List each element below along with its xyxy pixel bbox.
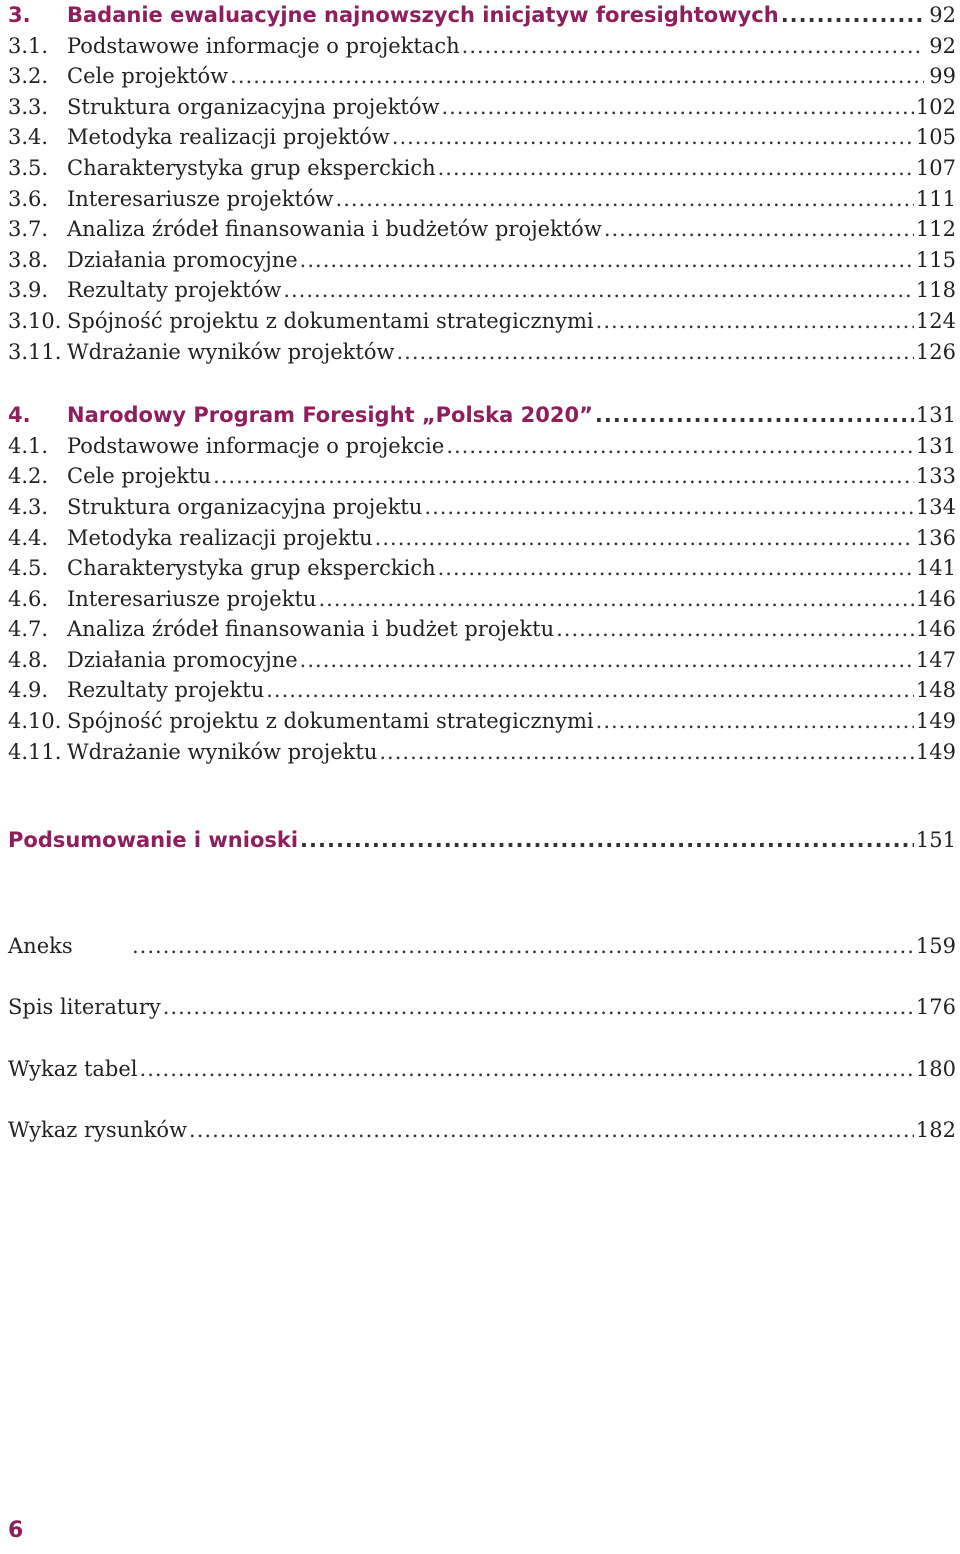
toc-page: 131 (915, 433, 956, 458)
toc-page: 151 (915, 828, 956, 853)
toc-title: Spis literatury (8, 995, 161, 1020)
toc-leader-dots (604, 214, 914, 245)
toc-title: Interesariusze projektu (67, 586, 317, 611)
toc-title: Rezultaty projektu (67, 678, 265, 703)
toc-entry-4-10[interactable] (8, 706, 956, 737)
spacer (8, 767, 956, 825)
toc-title: Wdrażanie wyników projektu (67, 739, 378, 764)
toc-entry-3-5[interactable] (8, 153, 956, 184)
toc-number: 3.2. (8, 64, 49, 89)
toc-leader-dots (781, 0, 924, 31)
toc-page: 148 (915, 678, 956, 703)
toc-title: Badanie ewaluacyjne najnowszych inicjatyw foresightowych (67, 3, 779, 27)
toc-number: 4.4. (8, 525, 49, 550)
toc-entry-literature[interactable] (8, 977, 956, 1039)
toc-leader-dots (595, 400, 914, 431)
toc-leader-dots (189, 1100, 914, 1162)
toc-leader-dots (396, 337, 913, 368)
toc-title: Działania promocyjne (67, 647, 298, 672)
toc-page: 112 (915, 217, 956, 242)
toc-leader-dots (230, 61, 924, 92)
toc-entry-3-11[interactable] (8, 337, 956, 368)
toc-number: 4.1. (8, 433, 49, 458)
toc-leader-dots (438, 153, 914, 184)
toc-page: 105 (915, 125, 956, 150)
toc-entry-4-3[interactable] (8, 492, 956, 523)
table-of-contents (8, 0, 956, 1162)
toc-page: 182 (915, 1118, 956, 1143)
toc-entry-4-2[interactable] (8, 461, 956, 492)
toc-entry-3-8[interactable] (8, 245, 956, 276)
toc-number: 4.6. (8, 586, 49, 611)
toc-title: Wykaz tabel (8, 1056, 138, 1081)
toc-leader-dots (300, 245, 914, 276)
toc-heading-section-3[interactable] (8, 0, 956, 31)
toc-number: 3.3. (8, 94, 49, 119)
toc-leader-dots (379, 737, 914, 768)
toc-number: 3.4. (8, 125, 49, 150)
toc-page: 111 (915, 186, 956, 211)
toc-page: 146 (915, 586, 956, 611)
toc-entry-4-6[interactable] (8, 584, 956, 615)
toc-entry-4-1[interactable] (8, 431, 956, 462)
toc-page: 99 (929, 64, 956, 89)
toc-page: 92 (929, 3, 956, 27)
toc-title: Charakterystyka grup eksperckich (67, 556, 436, 581)
toc-page: 136 (915, 525, 956, 550)
toc-page: 180 (915, 1056, 956, 1081)
toc-leader-dots (375, 523, 914, 554)
toc-page: 147 (915, 647, 956, 672)
toc-entry-3-10[interactable] (8, 306, 956, 337)
toc-leader-dots (424, 492, 914, 523)
toc-title: Cele projektów (67, 64, 229, 89)
toc-page: 118 (915, 278, 956, 303)
toc-page: 159 (915, 933, 956, 958)
toc-number: 4. (8, 403, 31, 428)
toc-page: 149 (915, 739, 956, 764)
toc-leader-dots (163, 977, 914, 1039)
toc-leader-dots (300, 825, 914, 856)
toc-leader-dots (318, 584, 913, 615)
toc-number: 3.6. (8, 186, 49, 211)
toc-number: 3. (8, 3, 31, 27)
toc-entry-figures[interactable] (8, 1100, 956, 1162)
toc-entry-3-6[interactable] (8, 184, 956, 215)
toc-page: 141 (915, 556, 956, 581)
toc-page: 131 (915, 403, 956, 428)
toc-number: 3.5. (8, 155, 49, 180)
spacer (8, 856, 956, 916)
toc-leader-dots (446, 431, 914, 462)
toc-entry-3-4[interactable] (8, 122, 956, 153)
toc-number: 4.7. (8, 617, 49, 642)
toc-page: 92 (929, 33, 956, 58)
toc-page: 134 (915, 494, 956, 519)
toc-entry-4-7[interactable] (8, 614, 956, 645)
toc-number: 4.10. (8, 709, 62, 734)
toc-title: Metodyka realizacji projektów (67, 125, 390, 150)
toc-number: 3.8. (8, 247, 49, 272)
toc-leader-dots (462, 31, 924, 62)
toc-leader-dots (441, 92, 913, 123)
toc-entry-tables[interactable] (8, 1039, 956, 1101)
toc-page: 126 (915, 339, 956, 364)
toc-title: Struktura organizacyjna projektów (67, 94, 440, 119)
toc-page: 133 (915, 464, 956, 489)
toc-heading-section-4[interactable] (8, 400, 956, 431)
toc-number: 4.8. (8, 647, 49, 672)
toc-page: 115 (915, 247, 956, 272)
toc-title: Spójność projektu z dokumentami strategicznymi (67, 709, 594, 734)
toc-entry-3-1[interactable] (8, 31, 956, 62)
toc-number: 3.7. (8, 217, 49, 242)
toc-page: 102 (915, 94, 956, 119)
toc-number: 3.11. (8, 339, 62, 364)
toc-leader-dots (266, 675, 914, 706)
toc-title: Wykaz rysunków (8, 1118, 188, 1143)
toc-title: Spójność projektu z dokumentami strategicznymi (67, 308, 594, 333)
toc-entry-4-8[interactable] (8, 645, 956, 676)
toc-leader-dots (556, 614, 914, 645)
toc-title: Struktura organizacyjna projektu (67, 494, 423, 519)
toc-leader-dots (283, 275, 914, 306)
toc-entry-4-9[interactable] (8, 675, 956, 706)
toc-backmatter (8, 916, 956, 1162)
page-number: 6 (8, 1518, 24, 1543)
toc-number: 3.9. (8, 278, 49, 303)
toc-title: Narodowy Program Foresight „Polska 2020” (67, 403, 593, 428)
toc-title: Charakterystyka grup eksperckich (67, 155, 436, 180)
toc-entry-3-3[interactable] (8, 92, 956, 123)
toc-page: 176 (915, 995, 956, 1020)
toc-entry-4-4[interactable] (8, 523, 956, 554)
toc-title: Podsumowanie i wnioski (8, 828, 299, 853)
toc-number: 4.11. (8, 739, 62, 764)
toc-leader-dots (336, 184, 914, 215)
toc-title: Analiza źródeł finansowania i budżetów projektów (67, 217, 602, 242)
toc-page: 149 (915, 709, 956, 734)
toc-title: Cele projektu (67, 464, 212, 489)
toc-entry-aneks[interactable] (8, 916, 956, 978)
toc-leader-dots (596, 306, 914, 337)
toc-leader-dots (140, 1039, 914, 1101)
toc-heading-summary[interactable] (8, 825, 956, 856)
toc-number: 4.3. (8, 494, 49, 519)
toc-title: Aneks (8, 933, 73, 958)
toc-leader-dots (213, 461, 914, 492)
toc-number: 4.5. (8, 556, 49, 581)
toc-leader-dots (596, 706, 914, 737)
toc-entry-3-9[interactable] (8, 275, 956, 306)
toc-number: 4.2. (8, 464, 49, 489)
toc-page: 146 (915, 617, 956, 642)
toc-leader-dots (438, 553, 914, 584)
toc-title: Rezultaty projektów (67, 278, 282, 303)
toc-entry-3-2[interactable] (8, 61, 956, 92)
toc-leader-dots (300, 645, 914, 676)
toc-entry-3-7[interactable] (8, 214, 956, 245)
toc-title: Podstawowe informacje o projektach (67, 33, 460, 58)
toc-leader-dots (392, 122, 914, 153)
toc-title: Interesariusze projektów (67, 186, 334, 211)
toc-number: 4.9. (8, 678, 49, 703)
toc-number: 3.10. (8, 308, 62, 333)
toc-title: Metodyka realizacji projektu (67, 525, 373, 550)
toc-title: Działania promocyjne (67, 247, 298, 272)
toc-title: Analiza źródeł finansowania i budżet projektu (67, 617, 555, 642)
spacer (8, 367, 956, 400)
toc-page: 124 (915, 308, 956, 333)
toc-page: 107 (915, 155, 956, 180)
toc-leader-dots (132, 916, 914, 978)
toc-title: Podstawowe informacje o projekcie (67, 433, 445, 458)
toc-entry-4-11[interactable] (8, 737, 956, 768)
toc-title: Wdrażanie wyników projektów (67, 339, 395, 364)
toc-number: 3.1. (8, 33, 49, 58)
toc-entry-4-5[interactable] (8, 553, 956, 584)
